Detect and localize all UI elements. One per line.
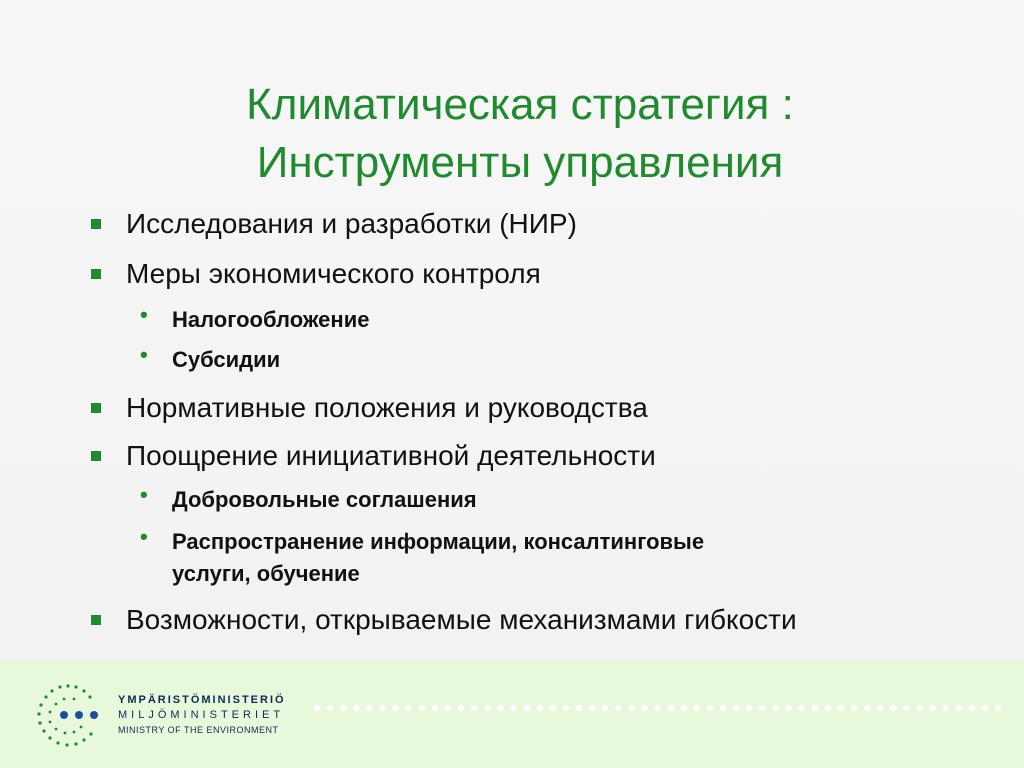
decorative-dot [903, 705, 909, 711]
decorative-dot [419, 705, 425, 711]
ministry-brand [118, 693, 286, 738]
decorative-dot [668, 705, 674, 711]
slide-title [100, 76, 940, 192]
decorative-dot [943, 705, 949, 711]
decorative-dot [484, 705, 490, 711]
decorative-dot [772, 705, 778, 711]
dot-bullet-icon: • [140, 302, 148, 327]
decorative-dot [785, 705, 791, 711]
decorative-dot [825, 705, 831, 711]
brand-line-english: MINISTRY OF THE ENVIRONMENT [118, 725, 279, 735]
bullet-text: Исследования и разработки (НИР) [126, 208, 577, 239]
dot-bullet-icon: • [140, 524, 148, 549]
square-bullet-icon [91, 615, 101, 625]
bullet-text: Поощрение инициативной деятельности [126, 440, 656, 471]
decorative-dot-row [313, 702, 1013, 714]
decorative-dot [576, 705, 582, 711]
decorative-dot [432, 705, 438, 711]
brand-line-finnish: YMPÄRISTÖMINISTERIÖ [118, 694, 286, 706]
dot-bullet-icon: • [140, 342, 148, 367]
sub-bullet-text: Добровольные соглашения [172, 487, 477, 512]
decorative-dot [746, 705, 752, 711]
decorative-dot [995, 705, 1001, 711]
sub-bullet-continuation: услуги, обучение [172, 561, 360, 586]
decorative-dot [379, 705, 385, 711]
decorative-dot [681, 705, 687, 711]
bullet-text: Меры экономического контроля [126, 258, 541, 289]
decorative-dot [628, 705, 634, 711]
bullet-text: Нормативные положения и руководства [126, 392, 648, 423]
decorative-dot [641, 705, 647, 711]
decorative-dot [838, 705, 844, 711]
decorative-dot [916, 705, 922, 711]
sub-bullet-text: Субсидии [172, 347, 281, 372]
square-bullet-icon [91, 451, 101, 461]
slide-title-line2: Инструменты управления [256, 138, 784, 187]
decorative-dot [615, 705, 621, 711]
sub-bullet-text: Распространение информации, консалтинговые [172, 529, 705, 554]
decorative-dot [445, 705, 451, 711]
decorative-dot [353, 705, 359, 711]
ministry-logo-icon [34, 682, 102, 750]
decorative-dot [694, 705, 700, 711]
decorative-dot [720, 705, 726, 711]
decorative-dot [563, 705, 569, 711]
decorative-dot [314, 705, 320, 711]
decorative-dot [550, 705, 556, 711]
bullet-text: Возможности, открываемые механизмами гибкости [126, 604, 797, 635]
decorative-dot [537, 705, 543, 711]
decorative-dot [602, 705, 608, 711]
square-bullet-icon [91, 269, 101, 279]
decorative-dot [406, 705, 412, 711]
decorative-dot [510, 705, 516, 711]
decorative-dot [890, 705, 896, 711]
decorative-dot [458, 705, 464, 711]
slide-title-line1: Климатическая стратегия : [246, 80, 794, 129]
decorative-dot [930, 705, 936, 711]
sub-bullet-text: Налогообложение [172, 307, 370, 332]
decorative-dot [497, 705, 503, 711]
decorative-dot [799, 705, 805, 711]
decorative-dot [851, 705, 857, 711]
decorative-dot [471, 705, 477, 711]
decorative-dot [392, 705, 398, 711]
decorative-dot [812, 705, 818, 711]
decorative-dot [733, 705, 739, 711]
decorative-dot [969, 705, 975, 711]
dot-bullet-icon: • [140, 482, 148, 507]
decorative-dot [523, 705, 529, 711]
square-bullet-icon [91, 403, 101, 413]
footer-band [0, 660, 1024, 768]
decorative-dot [759, 705, 765, 711]
decorative-dot [864, 705, 870, 711]
decorative-dot [982, 705, 988, 711]
square-bullet-icon [91, 219, 101, 229]
decorative-dot [877, 705, 883, 711]
decorative-dot [654, 705, 660, 711]
decorative-dot [589, 705, 595, 711]
brand-line-swedish: MILJÖMINISTERIET [118, 709, 285, 721]
decorative-dot [327, 705, 333, 711]
decorative-dot [707, 705, 713, 711]
decorative-dot [366, 705, 372, 711]
decorative-dot [956, 705, 962, 711]
decorative-dot [340, 705, 346, 711]
